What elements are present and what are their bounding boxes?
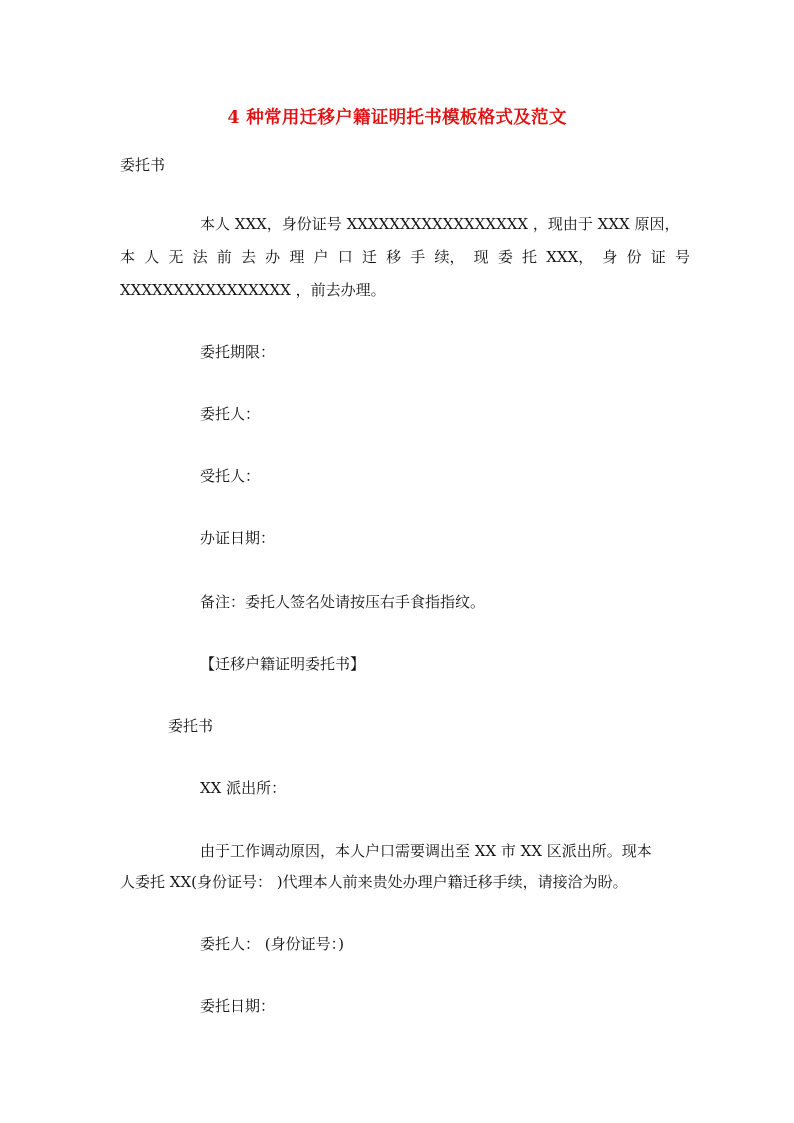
section2-body-line-2: 人委托 XX(身份证号： )代理本人前来贵处办理户籍迁移手续，请接洽为盼。 xyxy=(120,873,628,891)
field-period: 委托期限： xyxy=(200,343,276,361)
paragraph-line-2-glyph: 理 xyxy=(289,248,305,266)
paragraph-line-2-glyph: 份 xyxy=(626,248,642,266)
section2-heading: 委托书 xyxy=(168,717,214,735)
field-agent: 受托人： xyxy=(200,467,261,485)
paragraph-line-2-glyph: 迁 xyxy=(361,248,377,266)
paragraph-line-2-glyph: 口 xyxy=(337,248,353,266)
document-title: 4 种常用迁移户籍证明托书模板格式及范文 xyxy=(227,108,567,128)
field-principal: 委托人： xyxy=(200,405,261,423)
paragraph-line-2-glyph: 手 xyxy=(410,248,426,266)
paragraph-line-2-glyph: 无 xyxy=(168,248,184,266)
paragraph-line-2-glyph: 续， xyxy=(434,248,465,266)
paragraph-line-2-glyph: 委 xyxy=(497,248,513,266)
paragraph-line-2-glyph: 身 xyxy=(602,248,618,266)
paragraph-line-2-glyph: 办 xyxy=(265,248,281,266)
paragraph-line-2-glyph: 移 xyxy=(386,248,402,266)
paragraph-line-3: XXXXXXXXXXXXXXXX ，前去办理。 xyxy=(120,281,386,299)
paragraph-line-2 xyxy=(120,241,690,274)
paragraph-line-2-glyph: 人 xyxy=(144,248,160,266)
field-note: 备注：委托人签名处请按压右手食指指纹。 xyxy=(200,593,486,611)
paragraph-line-1: 本人 XXX，身份证号 XXXXXXXXXXXXXXXXX ，现由于 XXX 原因， xyxy=(200,215,680,233)
section2-addressee: XX 派出所： xyxy=(200,779,287,797)
paragraph-line-2-glyph: 前 xyxy=(216,248,232,266)
paragraph-line-2-glyph: 户 xyxy=(313,248,329,266)
paragraph-line-2-glyph: 证 xyxy=(650,248,666,266)
paragraph-line-2-glyph: XXX， xyxy=(546,248,594,266)
section2-body-line-1: 由于工作调动原因，本人户口需要调出至 XX 市 XX 区派出所。现本 xyxy=(200,842,652,860)
section2-bracket-title: 【迁移户籍证明委托书】 xyxy=(200,655,366,673)
paragraph-line-2-glyph: 号 xyxy=(674,248,690,266)
paragraph-line-2-glyph: 现 xyxy=(473,248,489,266)
section1-heading: 委托书 xyxy=(120,156,166,174)
field-date: 办证日期： xyxy=(200,529,276,547)
section2-principal: 委托人： (身份证号：) xyxy=(200,935,344,953)
paragraph-line-2-glyph: 托 xyxy=(522,248,538,266)
paragraph-line-2-glyph: 本 xyxy=(120,248,136,266)
section2-date: 委托日期： xyxy=(200,997,276,1015)
paragraph-line-2-glyph: 去 xyxy=(240,248,256,266)
paragraph-line-2-glyph: 法 xyxy=(192,248,208,266)
section1-paragraph xyxy=(120,208,690,307)
